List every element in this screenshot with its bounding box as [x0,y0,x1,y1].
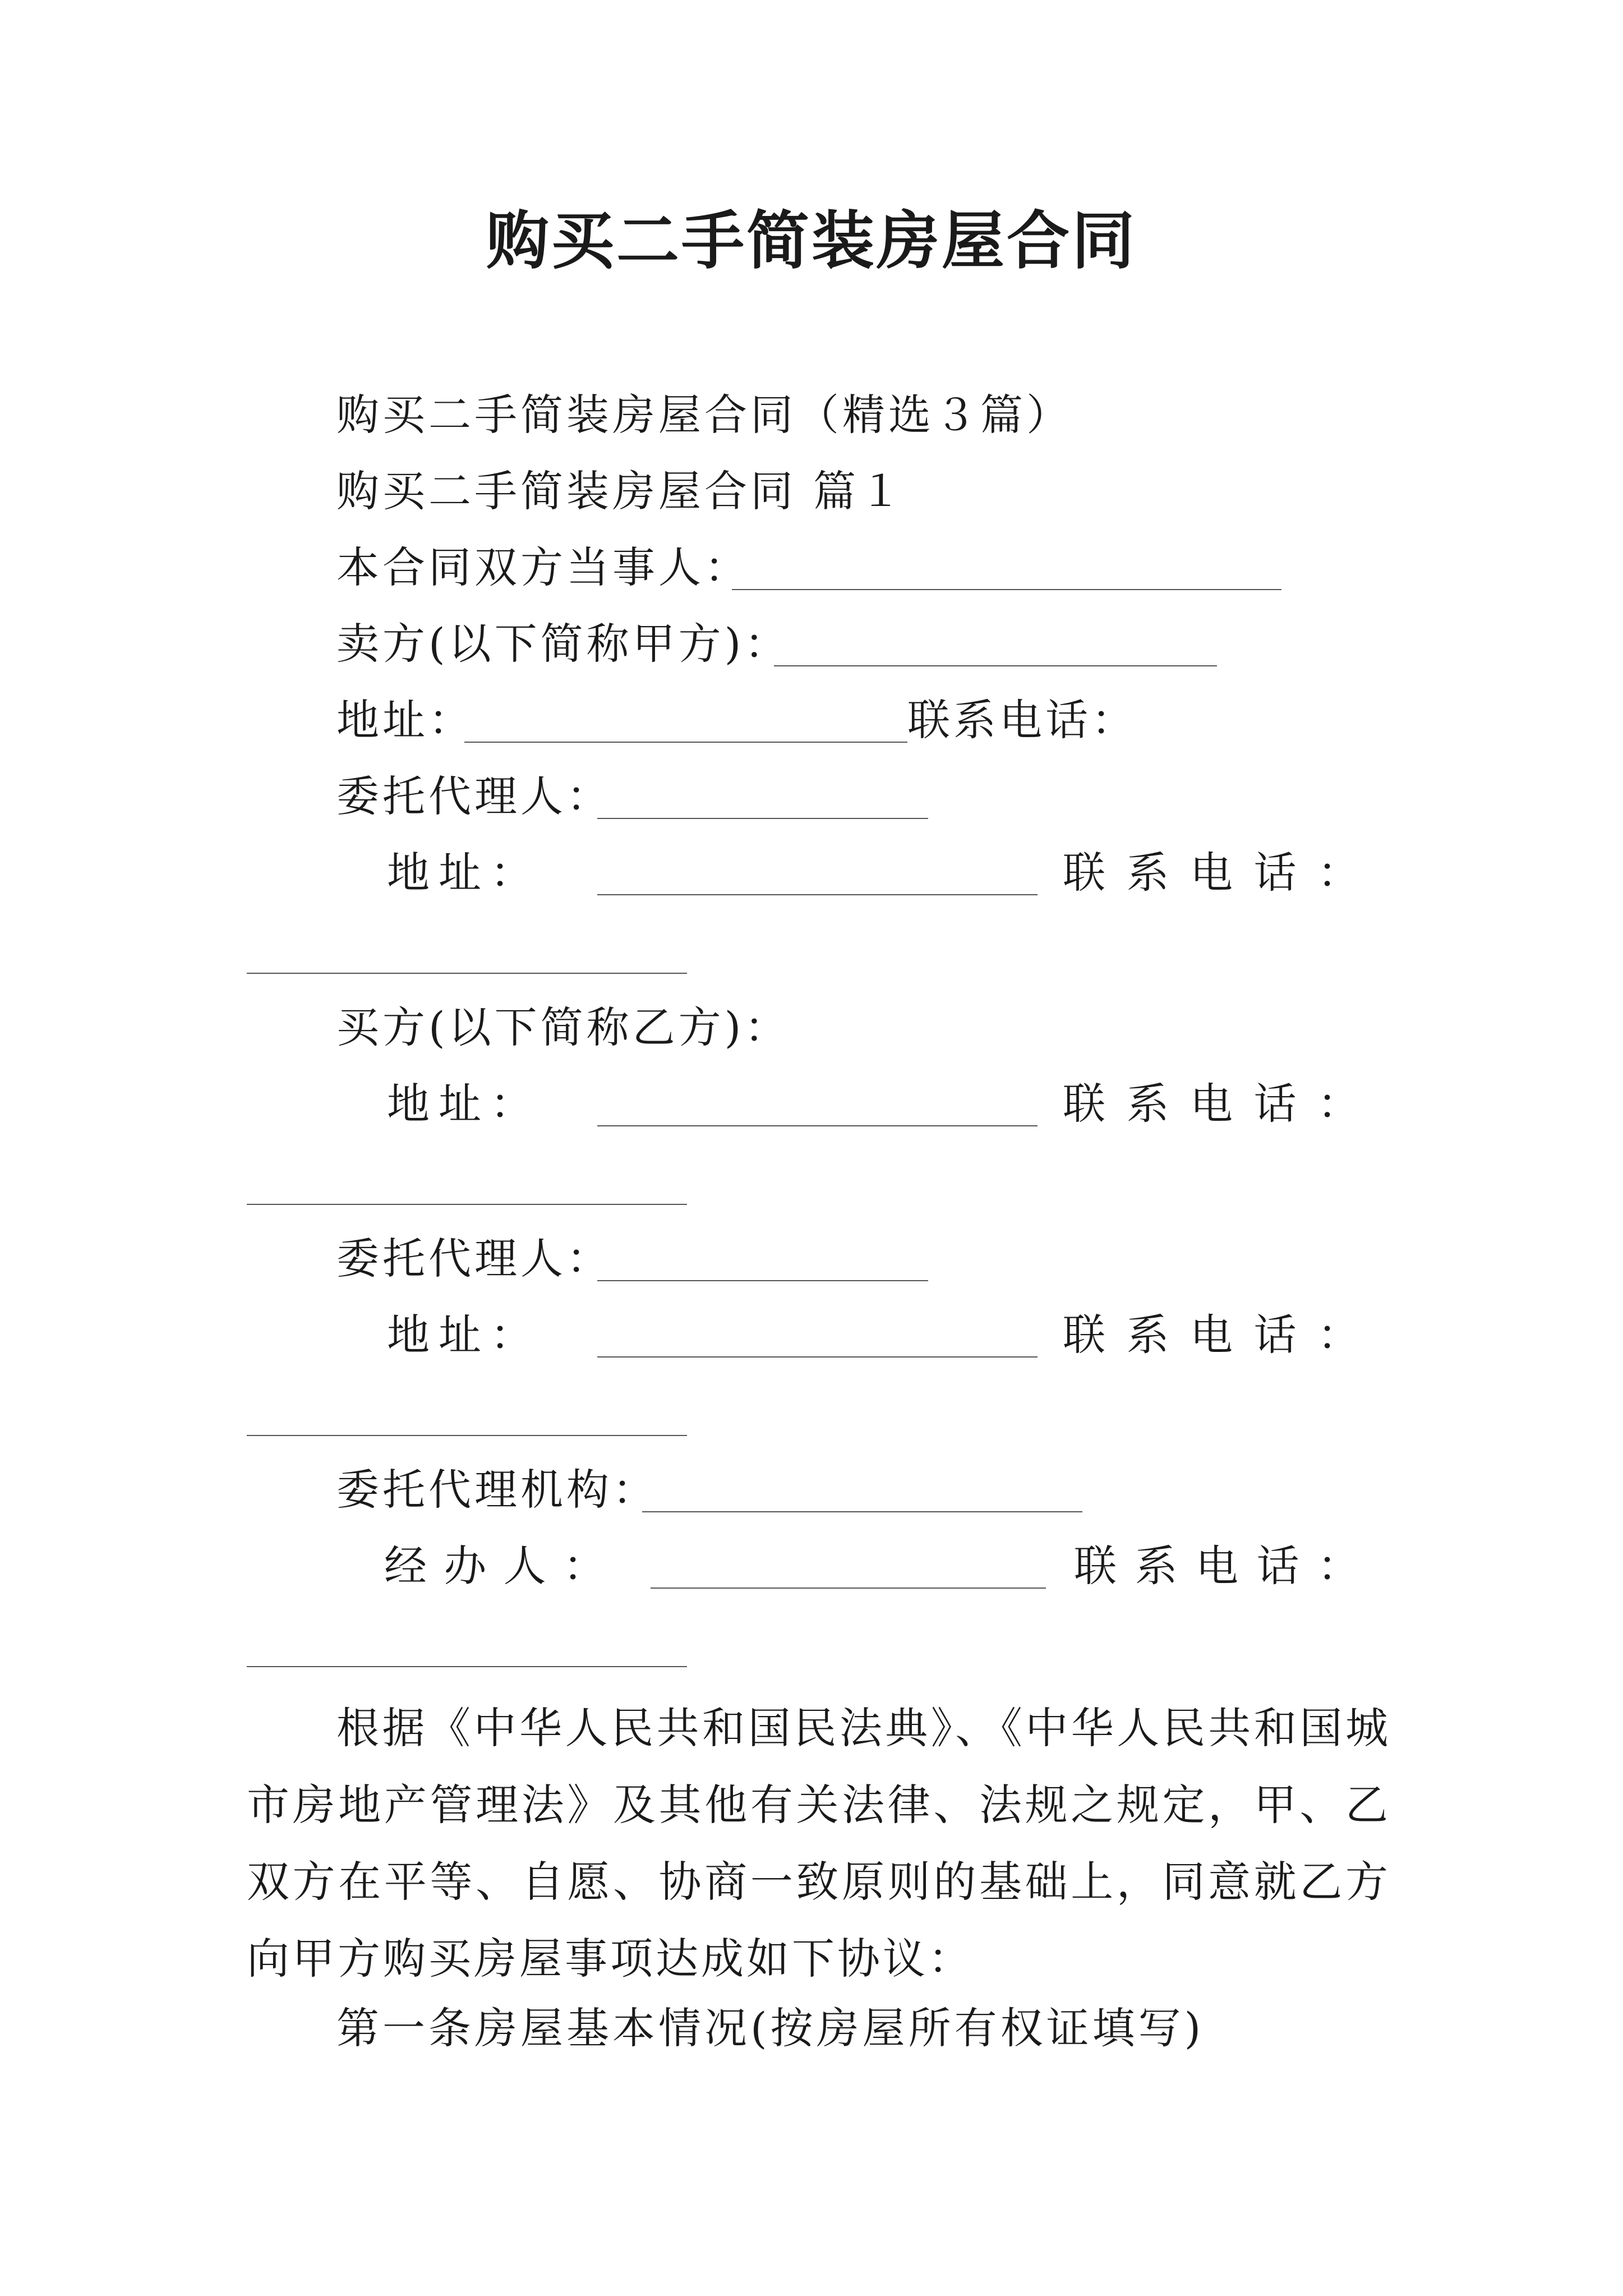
buyer-agent-address-label: 地 址 ： [387,1310,533,1360]
buyer-address-blank[interactable] [597,1125,1038,1126]
parties-label: 本合同双方当事人： [336,542,750,592]
document-subtitle: 购买二手简装房屋合同（精选３篇） [336,390,1072,440]
seller-blank[interactable] [774,665,1217,666]
agency-label: 委托代理机构： [336,1465,658,1515]
handler-phone-label: 联 系 电 话 ： [1074,1541,1360,1591]
seller-agent-phone-blank[interactable] [247,973,687,974]
agency-blank[interactable] [642,1511,1082,1512]
seller-label: 卖方(以下简称甲方)： [336,619,791,669]
legal-basis-paragraph: 根据《中华人民共和国民法典》、《中华人民共和国城市房地产管理法》及其他有关法律、法规之规定，甲、乙双方在平等、自愿、协商一致原则的基础上，同意就乙方向甲方购买房屋事项达成如下协议： [247,1703,1391,1984]
handler-blank[interactable] [651,1588,1046,1589]
buyer-address-label: 地 址 ： [387,1079,533,1129]
handler-label: 经 办 人 ： [384,1541,606,1591]
buyer-agent-blank[interactable] [597,1280,928,1281]
seller-agent-label: 委托代理人： [336,771,612,821]
buyer-agent-phone-blank[interactable] [247,1435,687,1436]
section-heading: 购买二手简装房屋合同 篇１ [336,466,906,516]
seller-agent-address-label: 地 址 ： [387,848,533,898]
buyer-phone-blank[interactable] [247,1204,687,1205]
seller-address-label: 地址： [336,695,474,745]
seller-phone-label: 联系电话： [907,695,1137,745]
parties-blank[interactable] [732,589,1281,590]
seller-address-blank[interactable] [464,742,907,743]
buyer-agent-phone-label: 联 系 电 话 ： [1063,1310,1360,1360]
document-title: 购买二手简装房屋合同 [486,204,1137,278]
seller-agent-blank[interactable] [597,818,928,819]
seller-agent-phone-label: 联 系 电 话 ： [1063,848,1360,898]
buyer-label: 买方(以下简称乙方)： [336,1002,791,1052]
buyer-phone-label: 联 系 电 话 ： [1063,1079,1360,1129]
buyer-agent-address-blank[interactable] [597,1356,1038,1358]
buyer-agent-label: 委托代理人： [336,1234,612,1283]
handler-phone-blank[interactable] [247,1666,687,1667]
article-one-heading: 第一条房屋基本情况(按房屋所有权证填写) [336,2003,1205,2053]
seller-agent-address-blank[interactable] [597,894,1038,895]
